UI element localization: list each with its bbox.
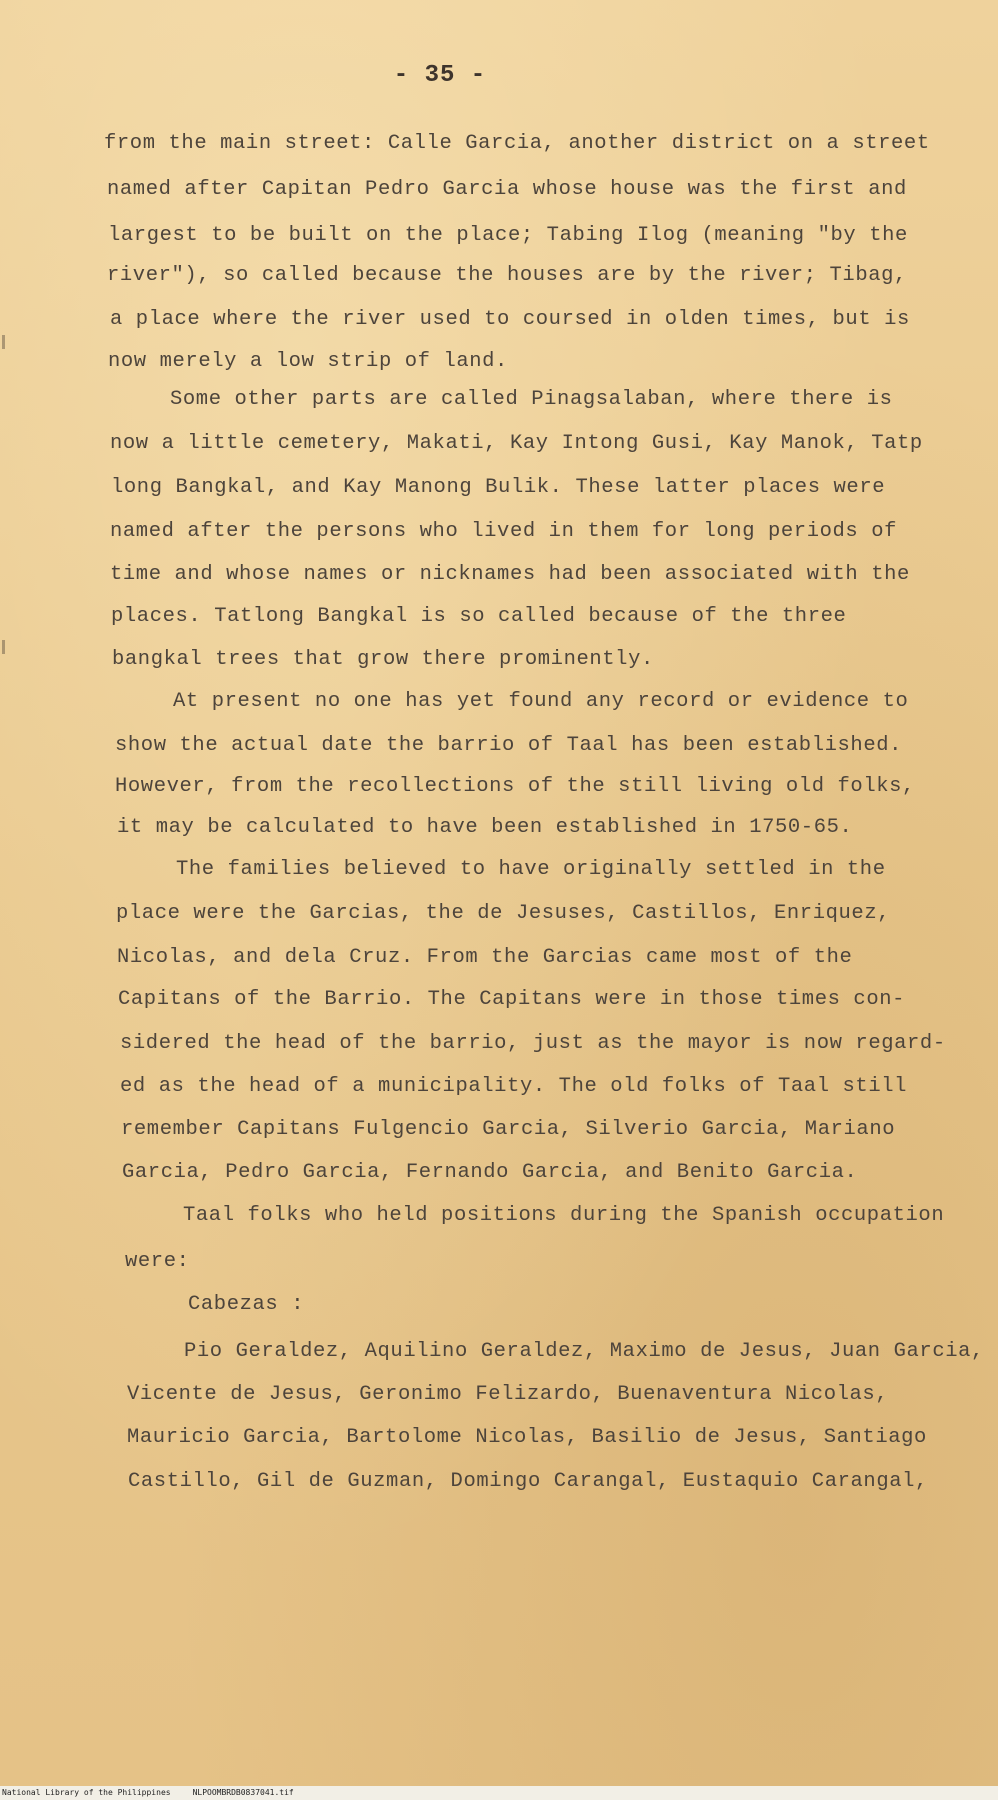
text-line: long Bangkal, and Kay Manong Bulik. These latter places were [111,476,886,499]
text-line: from the main street: Calle Garcia, another district on a street [104,132,930,155]
text-line: Pio Geraldez, Aquilino Geraldez, Maximo de Jesus, Juan Garcia, [184,1340,984,1363]
text-line: Capitans of the Barrio. The Capitans were in those times con- [118,988,906,1011]
text-line: river"), so called because the houses are by the river; Tibag, [107,264,907,287]
text-line: bangkal trees that grow there prominently. [112,648,654,671]
text-line: Castillo, Gil de Guzman, Domingo Carangal, Eustaquio Carangal, [128,1470,928,1493]
text-line: Nicolas, and dela Cruz. From the Garcias came most of the [117,946,853,969]
text-line: named after Capitan Pedro Garcia whose house was the first and [107,178,907,201]
text-line: Some other parts are called Pinagsalaban, where there is [170,388,893,411]
text-line: were: [125,1250,190,1273]
text-line: Garcia, Pedro Garcia, Fernando Garcia, and Benito Garcia. [122,1161,858,1184]
text-line: time and whose names or nicknames had been associated with the [110,563,910,586]
text-line: now a little cemetery, Makati, Kay Intong Gusi, Kay Manok, Tatp [110,432,923,455]
text-line: named after the persons who lived in them for long periods of [110,520,898,543]
text-line: Vicente de Jesus, Geronimo Felizardo, Buenaventura Nicolas, [127,1383,889,1406]
text-line: At present no one has yet found any record or evidence to [173,690,909,713]
page-number: - 35 - [393,62,487,89]
text-line: Mauricio Garcia, Bartolome Nicolas, Basilio de Jesus, Santiago [127,1426,927,1449]
text-line: remember Capitans Fulgencio Garcia, Silverio Garcia, Mariano [121,1118,896,1141]
section-heading: Cabezas : [188,1293,305,1316]
text-line: place were the Garcias, the de Jesuses, Castillos, Enriquez, [116,902,891,925]
text-line: a place where the river used to coursed in olden times, but is [110,308,910,331]
margin-mark [2,640,5,654]
text-line: sidered the head of the barrio, just as the mayor is now regard- [120,1032,946,1055]
text-line: The families believed to have originally settled in the [176,858,886,881]
library-credit: National Library of the Philippines [2,1788,171,1797]
text-line: now merely a low strip of land. [108,350,508,373]
text-line: However, from the recollections of the still living old folks, [115,775,915,798]
text-line: ed as the head of a municipality. The old folks of Taal still [120,1075,908,1098]
text-line: places. Tatlong Bangkal is so called because of the three [111,605,847,628]
text-line: Taal folks who held positions during the Spanish occupation [183,1204,945,1227]
text-line: largest to be built on the place; Tabing Ilog (meaning "by the [108,224,908,247]
file-id: NLPOOMBRDB0837041.tif [192,1788,294,1797]
margin-mark [2,335,5,349]
scan-footer [0,1786,998,1800]
text-line: it may be calculated to have been established in 1750-65. [117,816,853,839]
text-line: show the actual date the barrio of Taal has been established. [115,734,903,757]
